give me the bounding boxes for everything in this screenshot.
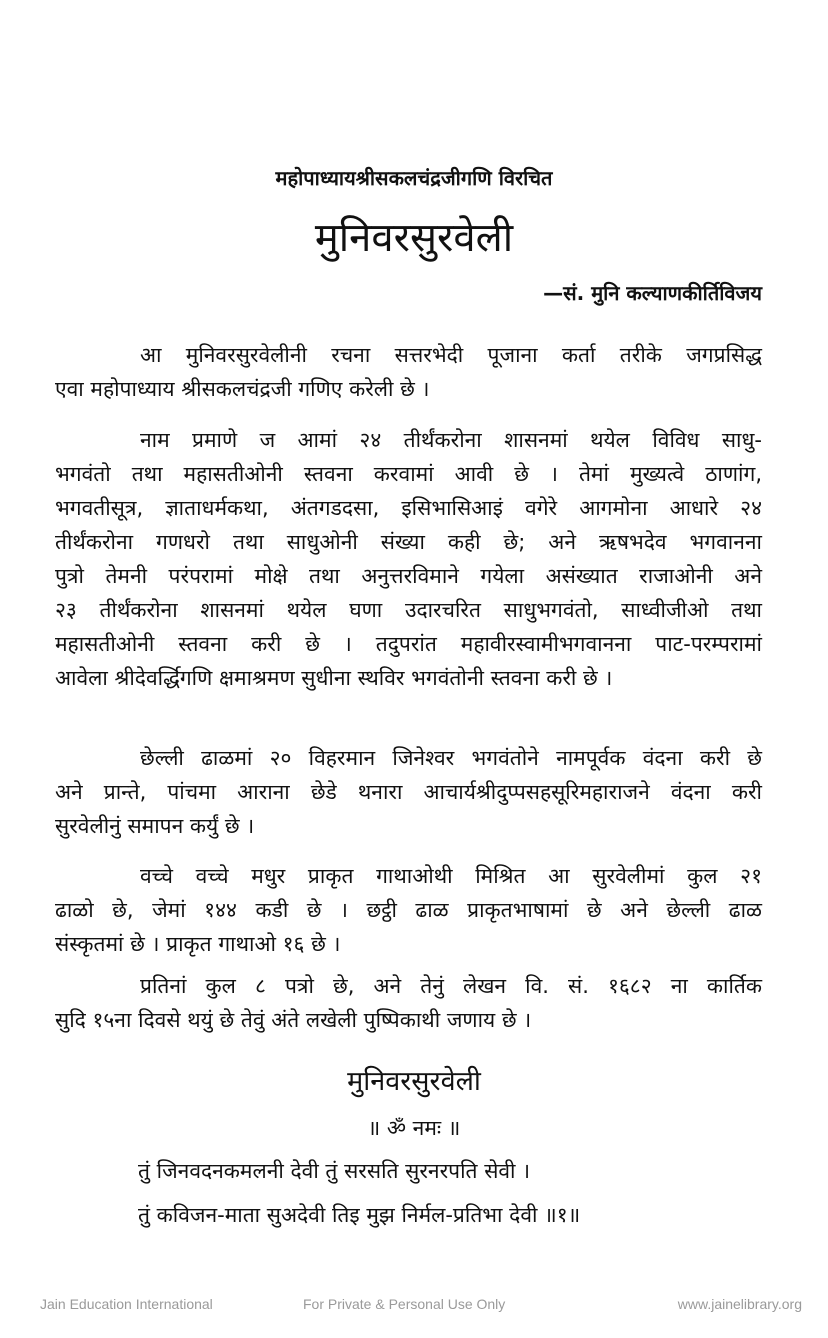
paragraph-line: पुत्रो तेमनी परंपरामां मोक्षे तथा अनुत्तरविमाने गयेला असंख्यात राजाओनी अने xyxy=(55,564,762,588)
paragraph-line: आ मुनिवरसुरवेलीनी रचना सत्तरभेदी पूजाना कर्ता तरीके जगप्रसिद्ध xyxy=(140,343,762,367)
paragraph-line: छेल्ली ढाळमां २० विहरमान जिनेश्वर भगवंतोने नामपूर्वक वंदना करी छे xyxy=(140,746,762,770)
paragraph-line: आवेला श्रीदेवर्द्धिगणि क्षमाश्रमण सुधीना स्थविर भगवंतोनी स्तवना करी छे । xyxy=(55,666,613,690)
poem-line: तुं कविजन-माता सुअदेवी तिइ मुझ निर्मल-प्रतिभा देवी ॥१॥ xyxy=(138,1203,581,1227)
footer-left: Jain Education International xyxy=(40,1296,213,1312)
page-title: मुनिवरसुरवेली xyxy=(314,215,514,261)
poem-invocation: ॥ ॐ नमः ॥ xyxy=(367,1116,461,1140)
footer-center: For Private & Personal Use Only xyxy=(303,1296,506,1312)
paragraph-line: भगवतीसूत्र, ज्ञाताधर्मकथा, अंतगडदसा, इसिभासिआइं वगेरे आगमोना आधारे २४ xyxy=(55,496,762,520)
paragraph-line: सुरवेलीनुं समापन कर्युं छे । xyxy=(55,814,255,838)
paragraph-line: वच्चे वच्चे मधुर प्राकृत गाथाओथी मिश्रित आ सुरवेलीमां कुल २१ xyxy=(140,864,762,888)
paragraph-line: ढाळो छे, जेमां १४४ कडी छे । छट्ठी ढाळ प्राकृतभाषामां छे अने छेल्ली ढाळ xyxy=(55,898,762,922)
footer-link[interactable]: www.jainelibrary.org xyxy=(677,1296,802,1312)
paragraph-line: एवा महोपाध्याय श्रीसकलचंद्रजी गणिए करेली छे । xyxy=(55,377,430,401)
paragraph-line: तीर्थंकरोना गणधरो तथा साधुओनी संख्या कही छे; अने ऋषभदेव भगवानना xyxy=(55,530,762,554)
paragraph-line: २३ तीर्थंकरोना शासनमां थयेल घणा उदारचरित साधुभगवंतो, साध्वीजीओ तथा xyxy=(55,598,762,622)
paragraph-line: नाम प्रमाणे ज आमां २४ तीर्थंकरोना शासनमां थयेल विविध साधु- xyxy=(140,428,762,452)
paragraph-line: संस्कृतमां छे । प्राकृत गाथाओ १६ छे । xyxy=(55,932,341,956)
paragraph-line: प्रतिनां कुल ८ पत्रो छे, अने तेनुं लेखन वि. सं. १६८२ ना कार्तिक xyxy=(140,974,762,998)
paragraph-line: महासतीओनी स्तवना करी छे । तदुपरांत महावीरस्वामीभगवानना पाट-परम्परामां xyxy=(55,632,762,656)
poem-line: तुं जिनवदनकमलनी देवी तुं सरसति सुरनरपति सेवी । xyxy=(138,1159,531,1183)
paragraph-line: भगवंतो तथा महासतीओनी स्तवना करवामां आवी छे । तेमां मुख्यत्वे ठाणांग, xyxy=(55,462,762,486)
poem-title: मुनिवरसुरवेली xyxy=(347,1066,481,1097)
editor-credit: —सं. मुनि कल्याणकीर्तिविजय xyxy=(543,281,762,305)
page-subtitle: महोपाध्यायश्रीसकलचंद्रजीगणि विरचित xyxy=(275,166,553,190)
paragraph-line: सुदि १५ना दिवसे थयुं छे तेवुं अंते लखेली पुष्पिकाथी जणाय छे । xyxy=(55,1008,532,1032)
paragraph-line: अने प्रान्ते, पांचमा आराना छेडे थनारा आचार्यश्रीदुप्पसहसूरिमहाराजने वंदना करी xyxy=(55,780,762,804)
